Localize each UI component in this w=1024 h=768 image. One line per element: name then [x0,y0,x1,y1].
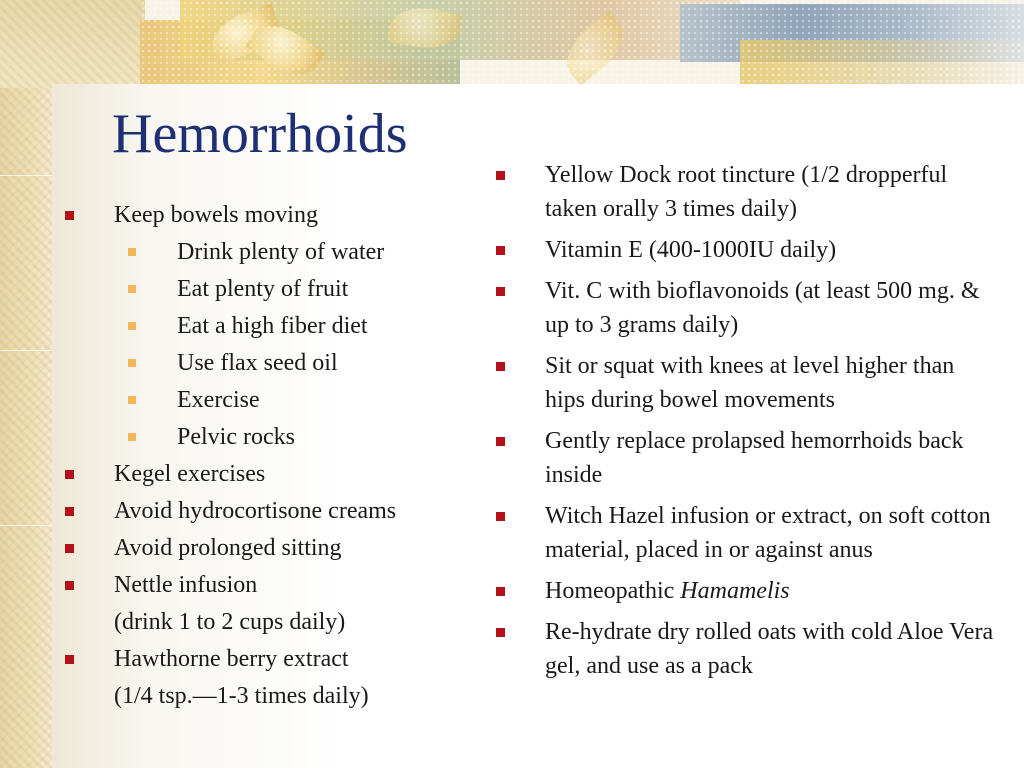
bullet-icon [496,362,505,371]
bullet-icon [496,512,505,521]
sub-bullet-item: Drink plenty of water [64,235,464,269]
bullet-item: Avoid hydrocortisone creams [64,494,464,528]
bullet-icon [128,248,136,256]
sub-bullet-item: Use flax seed oil [64,346,464,380]
sub-bullet-item: Eat a high fiber diet [64,309,464,343]
bullet-item: Avoid prolonged sitting [64,531,464,565]
bullet-item: Kegel exercises [64,457,464,491]
bullet-icon [496,628,505,637]
slide-title: Hemorrhoids [112,103,408,165]
bullet-icon [128,433,136,441]
bullet-item: Hawthorne berry extract [64,642,464,676]
bullet-icon [65,581,74,590]
bullet-item: Keep bowels moving [64,198,464,232]
bullet-item: Gently replace prolapsed hemorrhoids back inside [495,424,995,492]
divider [0,525,52,526]
parchment-border [0,0,52,768]
bullet-icon [496,437,505,446]
parchment-corner [0,0,145,88]
divider [0,175,52,176]
bullet-icon [128,396,136,404]
bullet-item: Homeopathic Hamamelis [495,574,995,608]
bullet-continuation: (1/4 tsp.—1-3 times daily) [114,683,369,709]
divider [0,350,52,351]
decorative-banner [140,0,1024,84]
bullet-item: Vit. C with bioflavonoids (at least 500 mg. & up to 3 grams daily) [495,274,995,342]
sub-bullet-item: Exercise [64,383,464,417]
bullet-icon [496,246,505,255]
bullet-icon [128,359,136,367]
bullet-item: Nettle infusion [64,568,464,602]
bullet-icon [65,655,74,664]
bullet-item: Re-hydrate dry rolled oats with cold Aloe Vera gel, and use as a pack [495,615,995,683]
bullet-icon [496,171,505,180]
bullet-continuation: (drink 1 to 2 cups daily) [114,609,346,635]
sub-bullet-item: Eat plenty of fruit [64,272,464,306]
bullet-item: Sit or squat with knees at level higher than hips during bowel movements [495,349,995,417]
sub-bullet-item: Pelvic rocks [64,420,464,454]
bullet-icon [65,544,74,553]
bullet-icon [65,211,74,220]
bullet-item: Yellow Dock root tincture (1/2 dropperful taken orally 3 times daily) [495,158,995,226]
bullet-item: Witch Hazel infusion or extract, on soft cotton material, placed in or against anus [495,499,995,567]
right-bullet-list [495,158,995,690]
bullet-icon [65,507,74,516]
bullet-icon [496,287,505,296]
left-bullet-list [64,198,464,716]
bullet-icon [128,322,136,330]
bullet-icon [496,587,505,596]
bullet-icon [65,470,74,479]
bullet-item: Vitamin E (400-1000IU daily) [495,233,995,267]
bullet-icon [128,285,136,293]
